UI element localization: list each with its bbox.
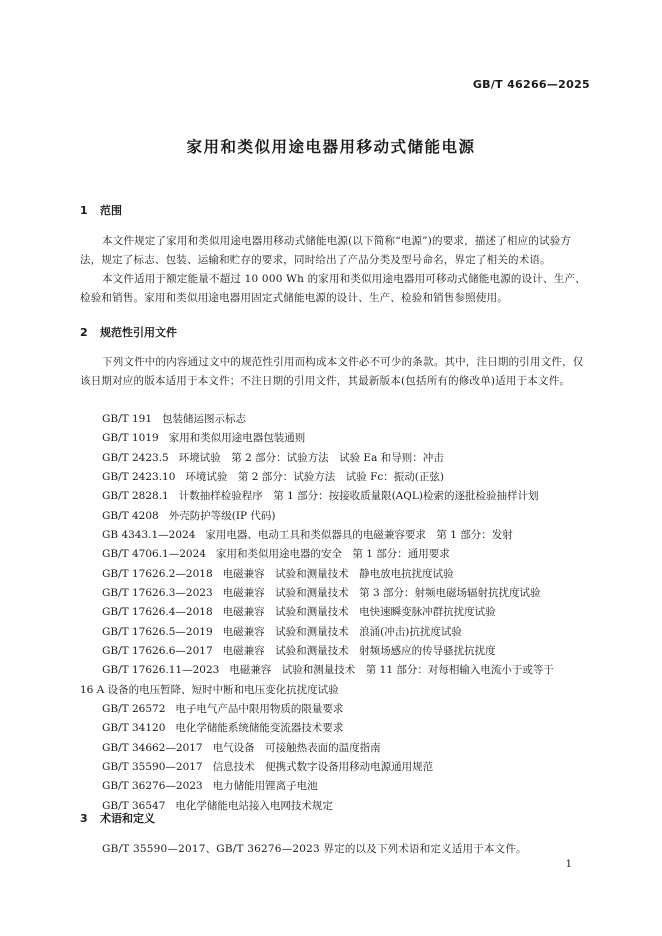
reference-code: GB/T 4706.1—2024: [102, 548, 206, 561]
reference-title: 电磁兼容 试验和测量技术 第 3 部分：射频电磁场辐射抗扰度试验: [222, 586, 541, 599]
reference-title: 电磁兼容 试验和测量技术 浪涌(冲击)抗扰度试验: [222, 625, 462, 638]
reference-title: 家用和类似用途电器的安全 第 1 部分：通用要求: [215, 548, 450, 561]
paragraph-text: GB/T 35590—2017、GB/T 36276—2023 界定的以及下列术语和定义适用于本文件。: [102, 843, 527, 855]
reference-title: 电化学储能系统储能变流器技术要求: [175, 722, 344, 735]
reference-item: [80, 661, 602, 700]
reference-item: [102, 545, 602, 564]
reference-code: GB/T 191: [102, 413, 153, 425]
reference-item: [102, 758, 602, 777]
reference-item: [102, 507, 602, 526]
reference-title: 信息技术 便携式数字设备用移动电源通用规范: [212, 760, 434, 773]
reference-item: [102, 584, 602, 603]
section-2-heading: [80, 324, 177, 340]
reference-item: [102, 623, 602, 642]
reference-title: 家用电器、电动工具和类似器具的电磁兼容要求 第 1 部分：发射: [205, 528, 513, 541]
reference-title: 电磁兼容 试验和测量技术 射频场感应的传导骚扰抗扰度: [222, 644, 496, 657]
reference-item: [102, 449, 602, 468]
reference-code: GB/T 17626.2—2018: [102, 567, 213, 580]
reference-code: GB/T 36547: [102, 799, 166, 812]
reference-item: [102, 603, 602, 622]
reference-title: 家用和类似用途电器包装通则: [168, 432, 306, 445]
reference-item: [102, 719, 602, 738]
reference-item: [102, 565, 602, 584]
reference-code: GB/T 17626.4—2018: [102, 606, 213, 619]
paragraph-text: 本文件适用于额定能量不超过 10 000 Wh 的家用和类似用途电器用可移动式储能电源的设计、生产、检验和销售。家用和类似用途电器用固定式储能电源的设计、生产、检验和销售参照使用。: [80, 273, 586, 304]
section-1-paragraph-2: [80, 270, 590, 308]
reference-item: [102, 526, 602, 545]
reference-item: [102, 797, 602, 816]
reference-code: GB/T 35590—2017: [102, 760, 203, 773]
reference-item: [102, 487, 602, 506]
reference-title: 环境试验 第 2 部分：试验方法 试验 Fc：振动(正弦): [185, 470, 444, 483]
reference-title: 电气设备 可接触热表面的温度指南: [212, 741, 381, 754]
reference-item: [102, 700, 602, 719]
reference-item: [102, 642, 602, 661]
reference-code: GB/T 2828.1: [102, 490, 169, 503]
reference-code: GB/T 17626.3—2023: [102, 586, 213, 599]
reference-code: GB/T 2423.10: [102, 470, 176, 483]
section-1-paragraph-1: [80, 232, 590, 270]
reference-title-continuation: 16 A 设备的电压暂降、短时中断和电压变化抗扰度试验: [80, 683, 339, 696]
reference-code: GB/T 36276—2023: [102, 780, 203, 793]
reference-code: GB/T 17626.5—2019: [102, 625, 213, 638]
section-title: 规范性引用文件: [100, 326, 177, 339]
reference-code: GB/T 26572: [102, 702, 166, 715]
section-number: 3: [80, 812, 88, 825]
section-number: 1: [80, 204, 88, 217]
section-3-intro: [80, 840, 590, 859]
reference-title: 电力储能用锂离子电池: [212, 780, 318, 793]
reference-title: 包装储运图示标志: [162, 413, 247, 425]
reference-code: GB/T 2423.5: [102, 451, 169, 464]
reference-title: 计数抽样检验程序 第 1 部分：按接收质量限(AQL)检索的逐批检验抽样计划: [178, 490, 539, 503]
section-1-heading: [80, 202, 122, 218]
reference-title: 电化学储能电站接入电网技术规定: [175, 799, 333, 812]
reference-title: 电磁兼容 试验和测量技术 静电放电抗扰度试验: [222, 567, 454, 580]
paragraph-text: 下列文件中的内容通过文中的规范性引用而构成本文件必不可少的条款。其中，注日期的引用文件，仅该日期对应的版本适用于本文件；不注日期的引用文件，其最新版本(包括所有的修改单)适用于本文件。: [80, 356, 584, 387]
document-title: 家用和类似用途电器用移动式储能电源: [186, 138, 476, 156]
reference-code: GB 4343.1—2024: [102, 528, 196, 541]
reference-item: [102, 777, 602, 796]
section-3-heading: [80, 810, 155, 826]
reference-code: GB/T 34120: [102, 722, 166, 735]
reference-code: GB/T 17626.6—2017: [102, 644, 213, 657]
section-title: 术语和定义: [100, 812, 155, 825]
page-number: 1: [565, 859, 572, 870]
reference-code: GB/T 17626.11—2023: [102, 664, 220, 677]
standard-code: GB/T 46266—2025: [472, 78, 590, 91]
reference-title: 外壳防护等级(IP 代码): [168, 509, 276, 522]
reference-title: 电磁兼容 试验和测量技术 第 11 部分：对每相输入电流小于或等于: [229, 664, 554, 677]
reference-code: GB/T 4208: [102, 509, 159, 522]
reference-title: 电子电气产品中限用物质的限量要求: [175, 702, 344, 715]
reference-code: GB/T 34662—2017: [102, 741, 203, 754]
reference-title: 环境试验 第 2 部分：试验方法 试验 Ea 和导则：冲击: [178, 451, 444, 464]
reference-item: [102, 739, 602, 758]
paragraph-text: 本文件规定了家用和类似用途电器用移动式储能电源(以下简称“电源”)的要求，描述了相应的试验方法，规定了标志、包装、运输和贮存的要求，同时给出了产品分类及型号命名，界定了相关的术语。: [80, 235, 572, 266]
section-title: 范围: [100, 204, 122, 217]
normative-references-list: [80, 410, 602, 816]
section-2-intro: [80, 353, 590, 391]
reference-code: GB/T 1019: [102, 432, 159, 445]
reference-item: [102, 429, 602, 448]
reference-item: [102, 410, 602, 429]
section-number: 2: [80, 326, 88, 339]
reference-item: [102, 468, 602, 487]
reference-title: 电磁兼容 试验和测量技术 电快速瞬变脉冲群抗扰度试验: [222, 606, 496, 619]
